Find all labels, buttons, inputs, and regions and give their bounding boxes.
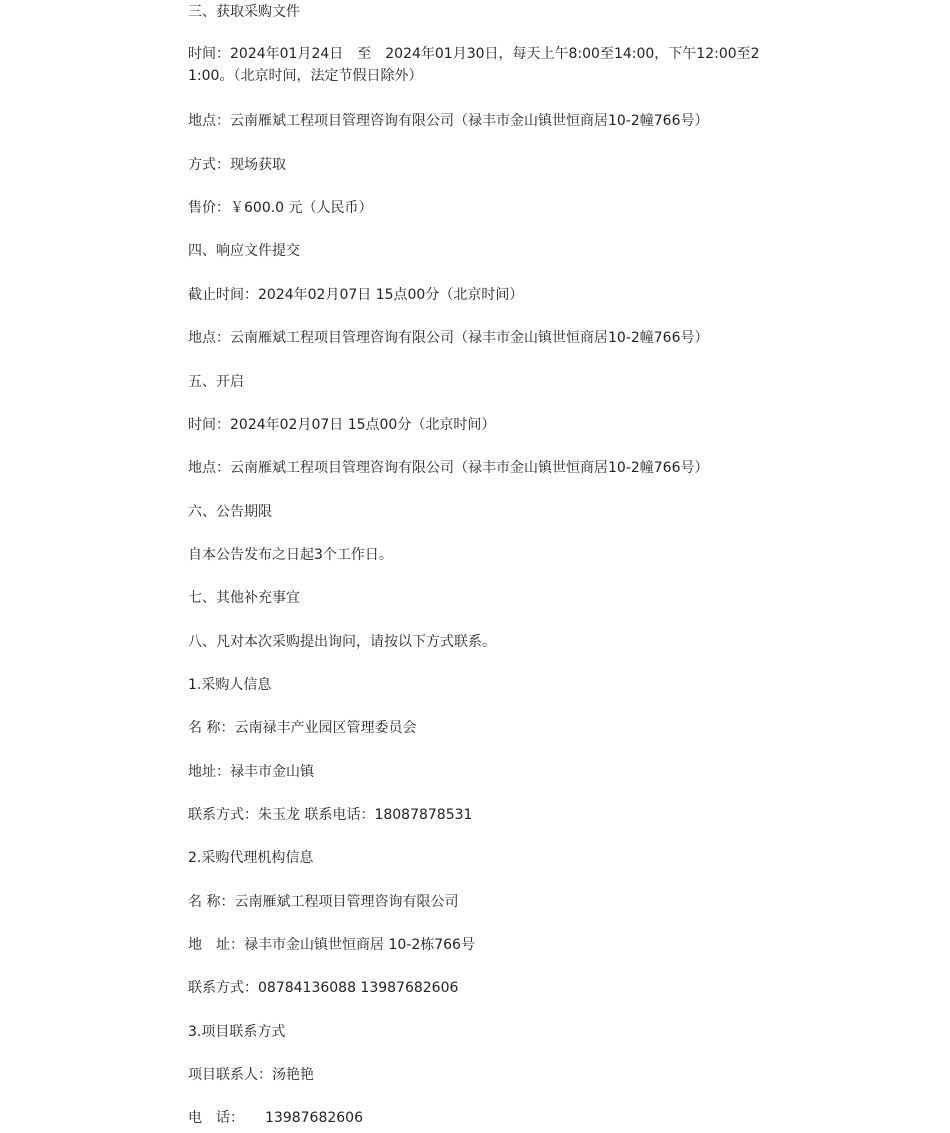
acquire-location: 地点：云南雁斌工程项目管理咨询有限公司（禄丰市金山镇世恒商居10-2幢766号） [188,113,709,129]
project-contact-person: 项目联系人：汤艳艳 [188,1067,314,1083]
acquire-method: 方式：现场获取 [188,157,286,173]
section-6-heading: 六、公告期限 [188,504,272,520]
section-8-heading: 八、凡对本次采购提出询问，请按以下方式联系。 [188,634,496,650]
project-contact-heading: 3.项目联系方式 [188,1024,286,1040]
purchaser-contact: 联系方式：朱玉龙 联系电话：18087878531 [188,807,473,823]
agency-name: 名 称：云南雁斌工程项目管理咨询有限公司 [188,894,459,910]
notice-period: 自本公告发布之日起3个工作日。 [188,547,393,563]
submit-deadline: 截止时间：2024年02月07日 15点00分（北京时间） [188,287,524,303]
acquire-price: 售价：￥600.0 元（人民币） [188,200,373,216]
project-contact-phone: 电 话： 13987682606 [188,1110,363,1126]
section-4-heading: 四、响应文件提交 [188,243,300,259]
purchaser-address: 地址：禄丰市金山镇 [188,764,314,780]
agency-contact: 联系方式：08784136088 13987682606 [188,980,459,996]
agency-address: 地 址：禄丰市金山镇世恒商居 10-2栋766号 [188,937,475,953]
acquire-time: 时间：2024年01月24日 至 2024年01月30日，每天上午8:00至14:00，下午12:00至21:00。（北京时间，法定节假日除外） [188,46,760,84]
opening-location: 地点：云南雁斌工程项目管理咨询有限公司（禄丰市金山镇世恒商居10-2幢766号） [188,460,709,476]
section-5-heading: 五、开启 [188,374,244,390]
submit-location: 地点：云南雁斌工程项目管理咨询有限公司（禄丰市金山镇世恒商居10-2幢766号） [188,330,709,346]
purchaser-name: 名 称：云南禄丰产业园区管理委员会 [188,720,417,736]
opening-time: 时间：2024年02月07日 15点00分（北京时间） [188,417,496,433]
agency-info-heading: 2.采购代理机构信息 [188,850,314,866]
section-7-heading: 七、其他补充事宜 [188,590,300,606]
section-3-heading: 三、获取采购文件 [188,4,300,20]
purchaser-info-heading: 1.采购人信息 [188,677,272,693]
